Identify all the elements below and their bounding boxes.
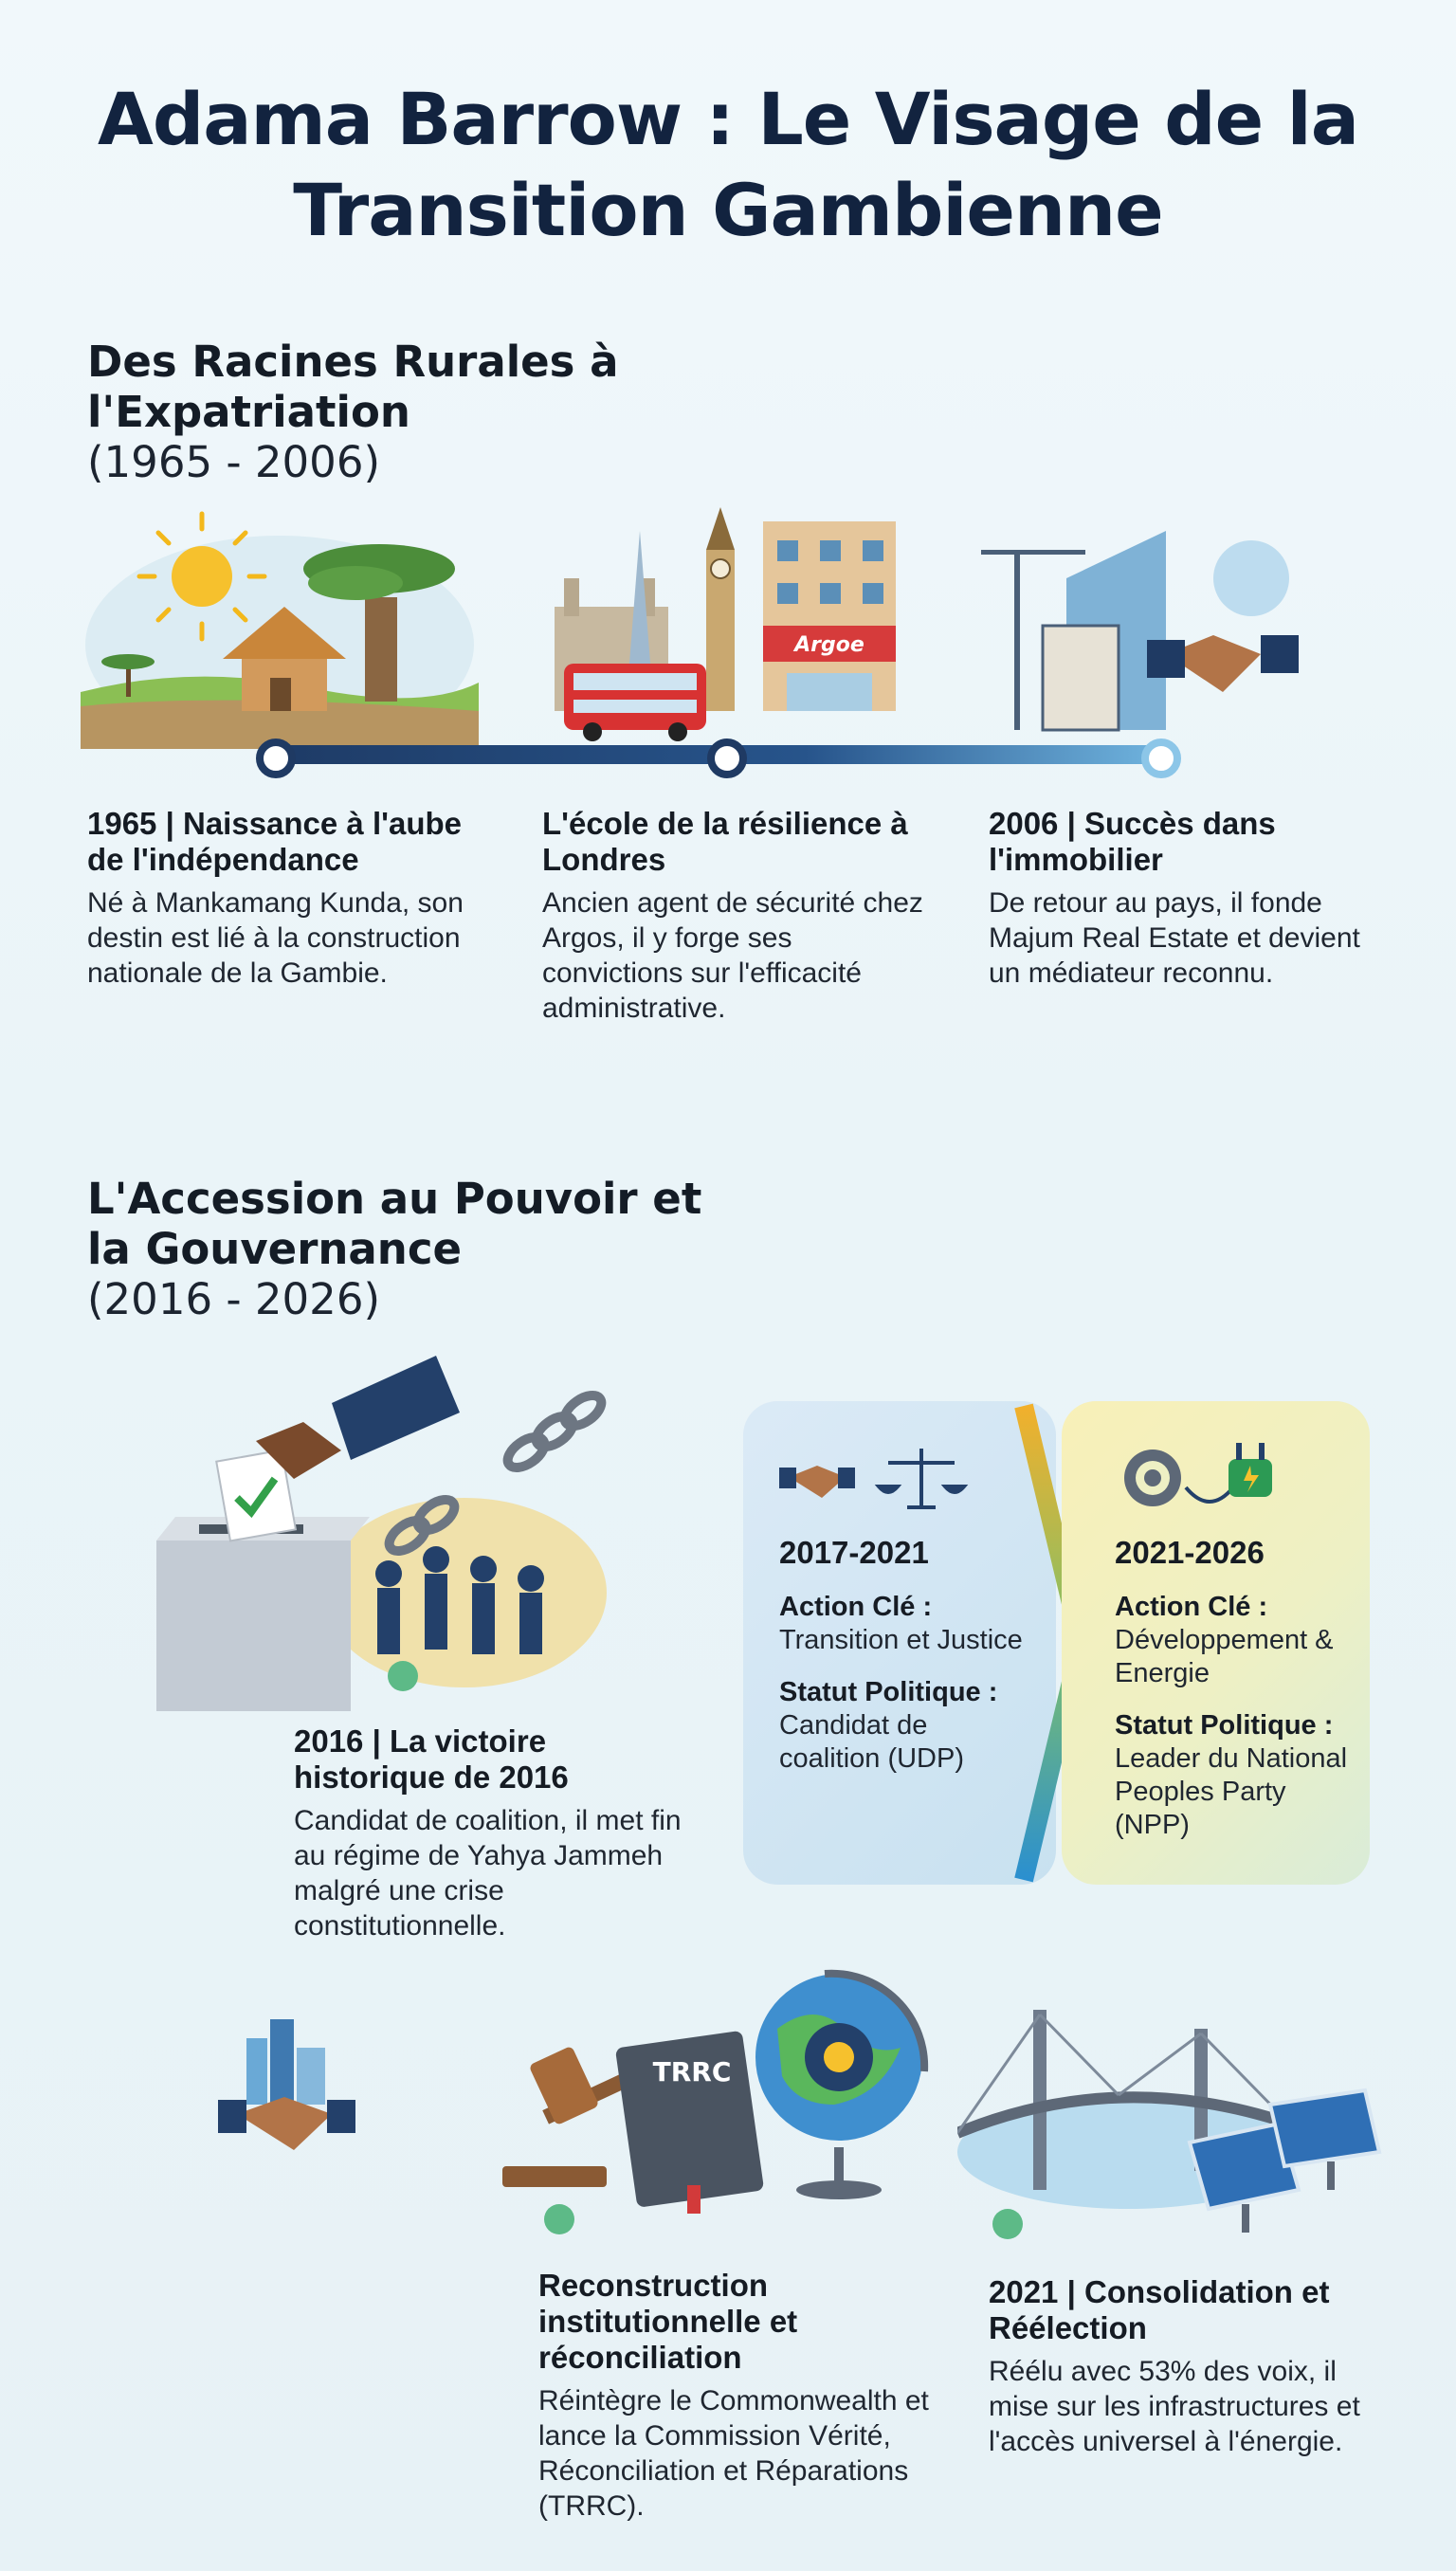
item-title: 2021 | Consolidation et Réélection — [989, 2274, 1330, 2345]
panel-icons — [779, 1439, 978, 1515]
action-value: Développement & Energie — [1115, 1625, 1334, 1688]
action-value: Transition et Justice — [779, 1625, 1023, 1655]
timeline-dot-london — [707, 738, 747, 778]
timeline-dot-2016 — [388, 1661, 418, 1691]
bridge-solar-illustration — [957, 1991, 1384, 2237]
timeline-item — [87, 806, 504, 991]
item-body: Réintègre le Commonwealth et lance la Commission Vérité, Réconciliation et Réparations (TRRC). — [538, 2385, 929, 2522]
timeline-dot-2021 — [992, 2209, 1023, 2239]
panel-icons — [1115, 1435, 1304, 1521]
reconstruction-item — [538, 2268, 937, 2524]
city-buildings-icon — [246, 2019, 325, 2105]
trrc-book-label: TRRC — [652, 2056, 732, 2088]
item-body: Candidat de coalition, il met fin au régime de Yahya Jammeh malgré une crise constitutionnelle. — [294, 1805, 682, 1942]
handshake-icon — [218, 2097, 355, 2150]
timeline-dot-1965 — [256, 738, 296, 778]
globe-icon — [755, 1974, 924, 2199]
rural-village-illustration — [81, 502, 479, 749]
timeline-dot-reconstruction — [544, 2204, 574, 2234]
victory-item — [294, 1723, 692, 1943]
item-body: Né à Mankamang Kunda, son destin est lié à la construction nationale de la Gambie. — [87, 887, 464, 989]
status-value: Candidat de coalition (UDP) — [779, 1710, 964, 1774]
scales-of-justice-icon — [879, 1449, 964, 1507]
status-value: Leader du National Peoples Party (NPP) — [1115, 1743, 1348, 1840]
item-title: 2006 | Succès dans l'immobilier — [989, 806, 1276, 877]
item-body: De retour au pays, il fonde Majum Real Estate et devient un médiateur reconnu. — [989, 887, 1360, 989]
timeline-item — [989, 806, 1387, 991]
action-label: Action Clé : — [779, 1592, 933, 1622]
item-body: Réélu avec 53% des voix, il mise sur les infrastructures et l'accès universel à l'énergie. — [989, 2356, 1360, 2457]
store-sign-text: Argoe — [794, 633, 864, 657]
panel-years: 2017-2021 — [779, 1535, 929, 1570]
section1-range: (1965 - 2006) — [87, 437, 381, 487]
timeline-item — [542, 806, 940, 1026]
page-title: Adama Barrow : Le Visage de la Transition Gambienne — [98, 77, 1358, 252]
mandate-panel-2021 — [1062, 1401, 1370, 1885]
section2-range: (2016 - 2026) — [87, 1274, 381, 1324]
section1-heading-block — [87, 337, 675, 487]
big-ben-icon — [706, 507, 735, 711]
handshake-icon — [1147, 635, 1299, 692]
timeline-dot-2006 — [1141, 738, 1181, 778]
real-estate-illustration — [976, 512, 1337, 749]
city-handshake-illustration — [213, 2010, 365, 2161]
panel-years: 2021-2026 — [1115, 1535, 1265, 1570]
gear-icon — [1124, 1450, 1181, 1506]
item-title: L'école de la résilience à Londres — [542, 806, 908, 877]
item-body: Ancien agent de sécurité chez Argos, il y forge ses convictions sur l'efficacité administrative. — [542, 887, 923, 1024]
hand-icon — [256, 1356, 460, 1479]
red-bus-icon — [564, 664, 706, 741]
item-title: Reconstruction institutionnelle et réconciliation — [538, 2268, 798, 2375]
ballot-box-icon — [156, 1517, 370, 1711]
skyscraper-icon — [1043, 531, 1166, 730]
trrc-book-icon — [615, 2031, 764, 2214]
section2-heading-block — [87, 1174, 751, 1324]
section1-heading: Des Racines Rurales à l'Expatriation — [87, 337, 619, 437]
handshake-icon — [779, 1466, 855, 1498]
london-illustration — [536, 493, 924, 749]
argos-store-icon — [763, 521, 896, 711]
ballot-victory-illustration — [152, 1346, 645, 1716]
status-label: Statut Politique : — [779, 1677, 998, 1707]
action-label: Action Clé : — [1115, 1592, 1268, 1622]
item-title: 2016 | La victoire historique de 2016 — [294, 1723, 569, 1795]
trrc-illustration — [502, 1962, 938, 2218]
item-title: 1965 | Naissance à l'aube de l'indépendance — [87, 806, 462, 877]
section2-heading: L'Accession au Pouvoir et la Gouvernance — [87, 1174, 702, 1274]
power-plug-icon — [1228, 1443, 1272, 1497]
status-label: Statut Politique : — [1115, 1710, 1334, 1741]
reelection-item — [989, 2274, 1368, 2459]
